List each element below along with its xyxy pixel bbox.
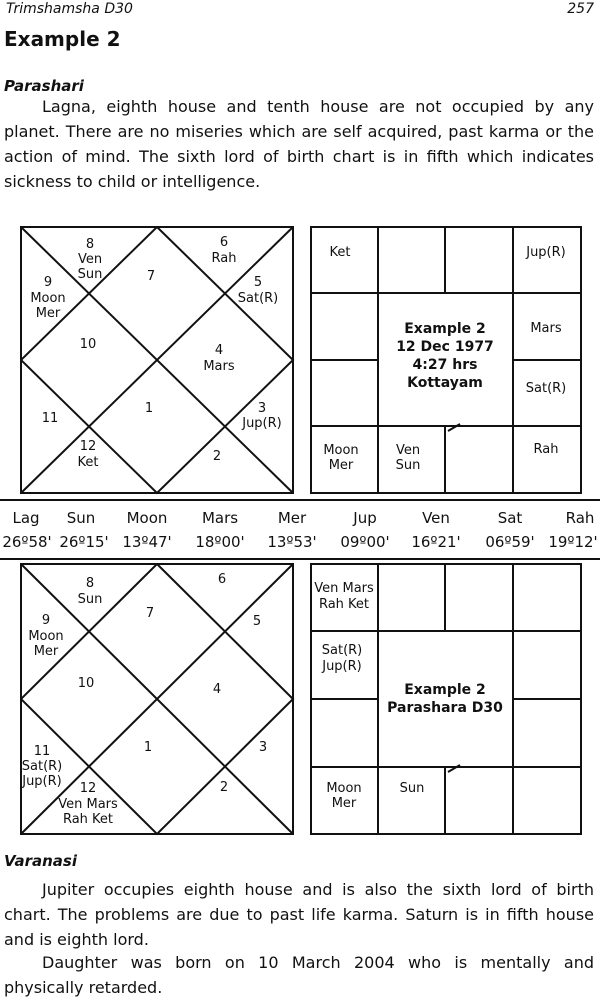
paragraph-varanasi-1-text: Jupiter occupies eighth house and is also the sixth lord of birth chart. The problems are due to past life karma. Saturn is in fifth house and is eighth lord. (4, 880, 594, 949)
chart1-house-4-planets: Mars (203, 359, 235, 374)
chart2-house-11-planets-1: Sat(R) (21, 759, 63, 774)
planet-longitude: 06º59' (485, 533, 535, 551)
chart1-center-time: 4:27 hrs (412, 357, 478, 373)
chart2-house-5: 5 (252, 614, 262, 629)
south-chart-d30 (310, 563, 584, 837)
chart1-s-cell-mars: Mars (530, 321, 562, 336)
planet-longitude: 16º21' (411, 533, 461, 551)
chart1-house-3-planets: Jup(R) (242, 416, 282, 431)
chart2-house-8-num: 8 (85, 576, 95, 591)
page-number: 257 (567, 1, 594, 17)
chart2-house-9-num: 9 (41, 613, 51, 628)
chart1-house-7: 7 (146, 269, 156, 284)
planet-longitude: 26º15' (59, 533, 109, 551)
chart1-house-8-planets-2: Sun (77, 267, 103, 282)
chart2-s-cell-sun: Sun (399, 781, 425, 796)
planet-name: Mars (201, 509, 239, 527)
running-header-title: Trimshamsha D30 (6, 1, 133, 17)
chart2-center-title: Example 2 (404, 682, 486, 698)
chart2-house-11-planets-2: Jup(R) (22, 774, 62, 789)
chart1-house-5-num: 5 (253, 275, 263, 290)
chart2-house-7: 7 (145, 606, 155, 621)
chart2-s-cell-top-1: Ven Mars (314, 581, 374, 596)
north-chart-birth (20, 226, 296, 496)
chart2-house-1: 1 (143, 740, 153, 755)
chart1-house-8-planets-1: Ven (77, 252, 103, 267)
planet-name: Sat (497, 509, 523, 527)
chart2-s-cell-moon-2: Mer (331, 796, 357, 811)
chart2-s-cell-left-1: Sat(R) (321, 643, 363, 658)
paragraph-varanasi-1 (4, 877, 594, 952)
planet-name: Moon (126, 509, 168, 527)
chart1-house-5-planets: Sat(R) (237, 291, 279, 306)
planet-longitude: 26º58' (2, 533, 52, 551)
chart1-center-place: Kottayam (407, 375, 483, 391)
chart2-house-11-num: 11 (33, 744, 51, 759)
section-heading-varanasi: Varanasi (4, 852, 77, 870)
chart1-house-9-planets-2: Mer (35, 306, 61, 321)
section-heading-parashari: Parashari (4, 77, 84, 95)
divider-bottom (0, 558, 600, 560)
chart1-house-6-planets: Rah (211, 251, 237, 266)
chart1-s-cell-ket: Ket (329, 245, 351, 260)
planet-longitude: 09º00' (340, 533, 390, 551)
chart1-center-title: Example 2 (404, 321, 486, 337)
paragraph-parashari-text: Lagna, eighth house and tenth house are not occupied by any planet. There are no miseries which are self acquired, past karma or the action of mind. The sixth lord of birth chart is in fifth which indicates sickness to child or intelligence. (4, 97, 594, 191)
planet-name: Ven (422, 509, 450, 527)
chart1-house-12-planets: Ket (77, 455, 99, 470)
chart1-s-cell-moon-1: Moon (323, 443, 359, 458)
chart1-center-date: 12 Dec 1977 (396, 339, 494, 355)
chart1-house-9-planets-1: Moon (30, 291, 66, 306)
chart2-s-cell-moon-1: Moon (326, 781, 362, 796)
planet-name: Sun (66, 509, 96, 527)
chart1-s-cell-jup: Jup(R) (526, 245, 566, 260)
chart2-house-12-planets-2: Rah Ket (62, 812, 114, 827)
chart1-house-9-num: 9 (43, 275, 53, 290)
planet-longitude: 13º53' (267, 533, 317, 551)
chart1-house-6-num: 6 (219, 235, 229, 250)
chart1-house-3-num: 3 (257, 401, 267, 416)
chart2-house-6: 6 (217, 572, 227, 587)
paragraph-parashari (4, 94, 594, 194)
chart2-house-12-num: 12 (79, 781, 97, 796)
planet-longitude: 18º00' (195, 533, 245, 551)
chart2-house-10: 10 (77, 676, 95, 691)
planet-name: Lag (12, 509, 40, 527)
paragraph-varanasi-2 (4, 950, 594, 1000)
north-chart-d30 (20, 563, 296, 837)
chart1-house-11: 11 (41, 411, 59, 426)
chart2-house-4: 4 (212, 682, 222, 697)
chart1-house-12-num: 12 (79, 439, 97, 454)
chart1-house-2: 2 (212, 449, 222, 464)
chart2-house-2: 2 (219, 780, 229, 795)
planet-name: Rah (565, 509, 595, 527)
chart1-house-4-num: 4 (214, 343, 224, 358)
chart2-center-subtitle: Parashara D30 (387, 700, 503, 716)
chart2-house-12-planets-1: Ven Mars (58, 797, 118, 812)
page-title: Example 2 (4, 27, 121, 51)
chart1-s-cell-ven-1: Ven (395, 443, 421, 458)
chart1-s-cell-sat: Sat(R) (525, 381, 567, 396)
divider-top (0, 499, 600, 501)
chart2-house-8-planets: Sun (77, 592, 103, 607)
chart1-house-10: 10 (79, 337, 97, 352)
planet-name: Jup (353, 509, 377, 527)
chart2-house-9-planets-2: Mer (33, 644, 59, 659)
chart1-house-8-num: 8 (85, 237, 95, 252)
planet-name: Mer (277, 509, 307, 527)
chart1-s-cell-moon-2: Mer (328, 458, 354, 473)
south-chart-birth (310, 226, 584, 496)
chart2-house-9-planets-1: Moon (28, 629, 64, 644)
chart1-s-cell-rah: Rah (533, 442, 559, 457)
chart2-s-cell-top-2: Rah Ket (318, 597, 370, 612)
chart1-s-cell-ven-2: Sun (395, 458, 421, 473)
paragraph-varanasi-2-text: Daughter was born on 10 March 2004 who is mentally and physically retarded. (4, 953, 594, 997)
chart2-s-cell-left-2: Jup(R) (322, 659, 362, 674)
chart2-house-3: 3 (258, 740, 268, 755)
planet-longitude: 19º12' (548, 533, 598, 551)
chart1-house-1: 1 (144, 401, 154, 416)
planet-longitude: 13º47' (122, 533, 172, 551)
